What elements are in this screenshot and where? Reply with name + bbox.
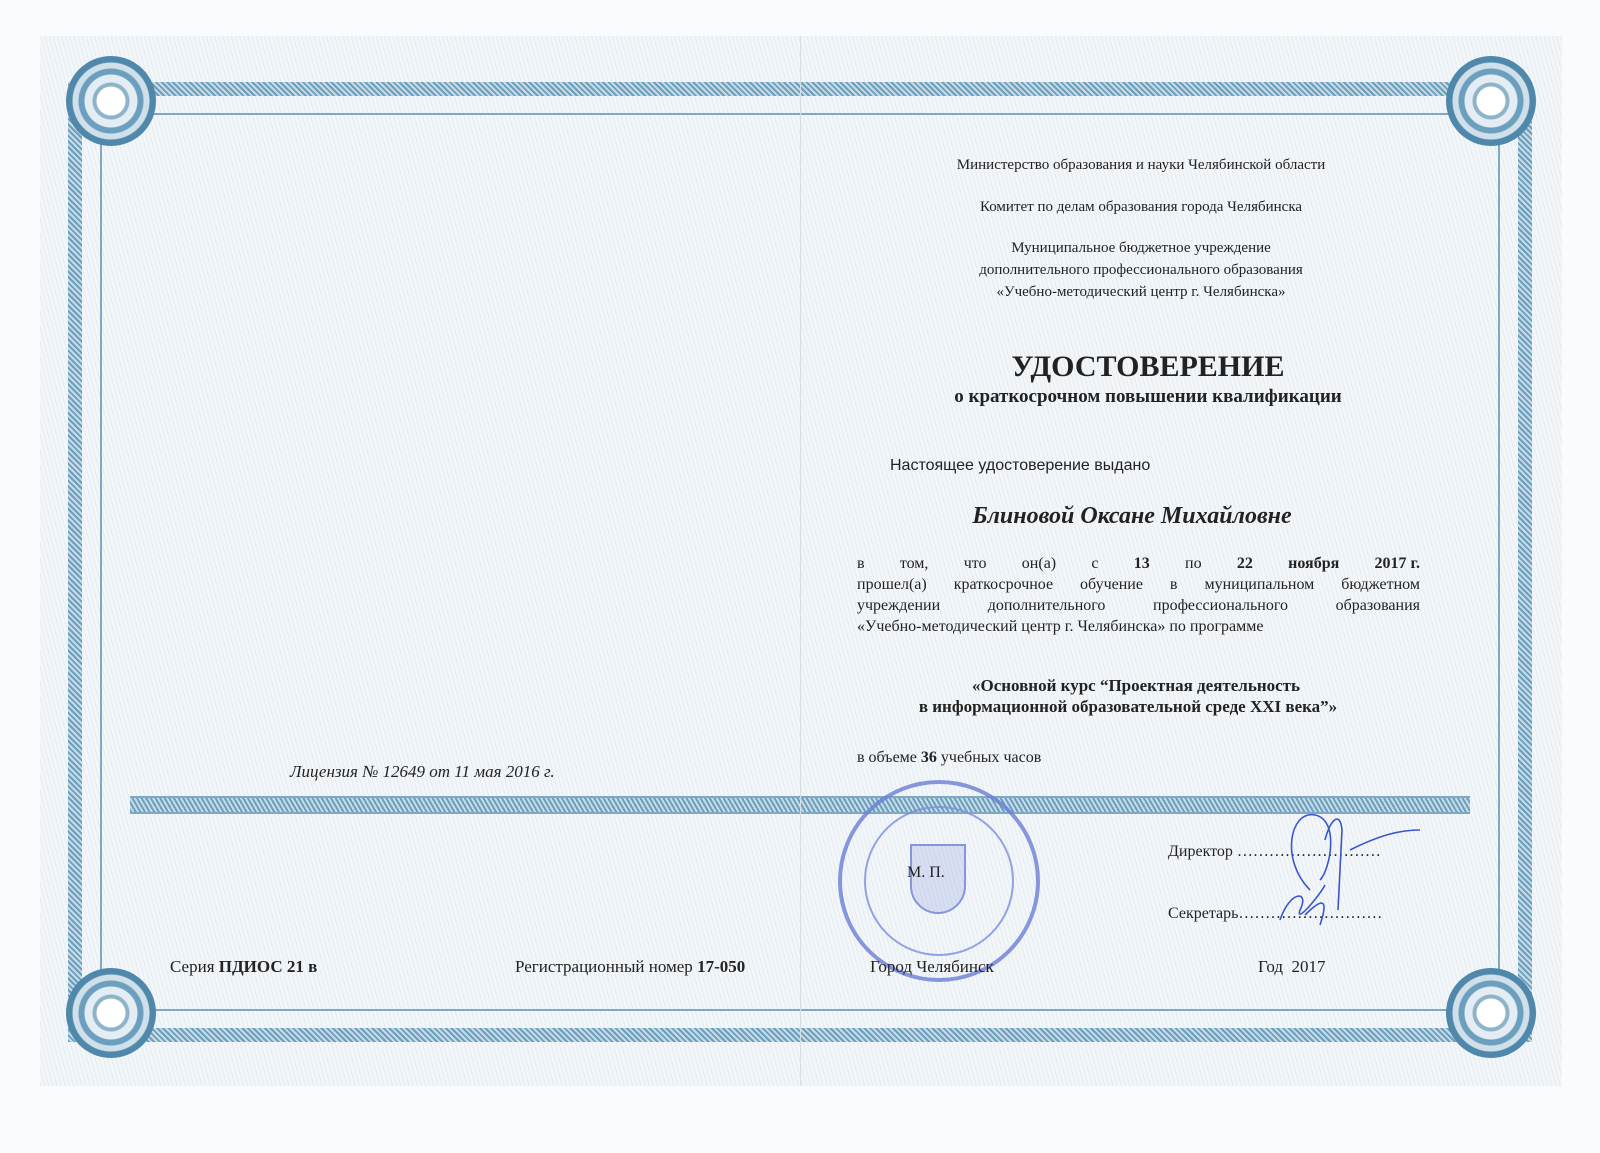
word: он(а) — [1021, 555, 1057, 572]
word: в — [857, 555, 865, 572]
fold-line — [800, 36, 801, 1086]
word: том, — [899, 555, 929, 572]
year-text: Год 2017 — [1258, 957, 1326, 976]
corner-rosette-icon — [1446, 968, 1536, 1058]
issued-to-label: Настоящее удостоверение выдано — [890, 457, 1151, 474]
body-line-4: «Учебно-методический центр г. Челябинска» по программе — [857, 618, 1264, 635]
signature-image — [1270, 800, 1430, 930]
body-line-3: учреждении дополнительного профессионального образования — [857, 597, 1420, 614]
registration-value: 17-050 — [697, 957, 746, 976]
secretary-signature-line: Секретарь……………………… — [1168, 905, 1383, 922]
start-day: 13 — [1133, 555, 1150, 572]
corner-rosette-icon — [1446, 56, 1536, 146]
year: 2017 г. — [1374, 555, 1420, 572]
document-title: УДОСТОВЕРЕНИЕ — [1011, 350, 1285, 383]
institution-line-2: дополнительного профессионального образования — [979, 262, 1303, 278]
ministry-name: Министерство образования и науки Челябинской области — [956, 157, 1326, 173]
registration-label: Регистрационный номер — [515, 957, 698, 976]
month: ноября — [1288, 555, 1340, 572]
institution-line-1: Муниципальное бюджетное учреждение — [1011, 240, 1271, 256]
hours-suffix: учебных часов — [936, 749, 1042, 766]
body-line-1 — [857, 553, 1420, 574]
registration-text — [515, 957, 745, 977]
corner-rosette-icon — [66, 968, 156, 1058]
stamp-place-label: М. П. — [907, 864, 945, 881]
document-subtitle: о краткосрочном повышении квалификации — [954, 386, 1342, 407]
series-value: ПДИОС 21 в — [218, 957, 318, 976]
program-line-1: «Основной курс “Проектная деятельность — [971, 676, 1301, 695]
institution-line-3: «Учебно-методический центр г. Челябинска» — [996, 284, 1286, 300]
body-line-2: прошел(а) краткосрочное обучение в муниципальном бюджетном — [857, 576, 1420, 593]
end-day: 22 — [1236, 555, 1253, 572]
program-line-2: в информационной образовательной среде XXI века”» — [918, 697, 1338, 716]
word: по — [1185, 555, 1202, 572]
word: что — [963, 555, 987, 572]
hours-prefix: в объеме — [857, 749, 921, 766]
committee-name: Комитет по делам образования города Челябинска — [979, 199, 1303, 215]
series-label: Серия — [170, 957, 219, 976]
corner-rosette-icon — [66, 56, 156, 146]
hours-text — [857, 749, 1041, 767]
series-text — [170, 957, 317, 977]
hours-value: 36 — [920, 749, 937, 766]
recipient-name: Блиновой Оксане Михайловне — [972, 503, 1292, 529]
body-paragraph — [857, 553, 1420, 637]
director-signature-line: Директор ……………………… — [1168, 843, 1381, 860]
word: с — [1091, 555, 1099, 572]
city-text: Город Челябинск — [870, 957, 994, 976]
license-text: Лицензия № 12649 от 11 мая 2016 г. — [290, 762, 555, 781]
